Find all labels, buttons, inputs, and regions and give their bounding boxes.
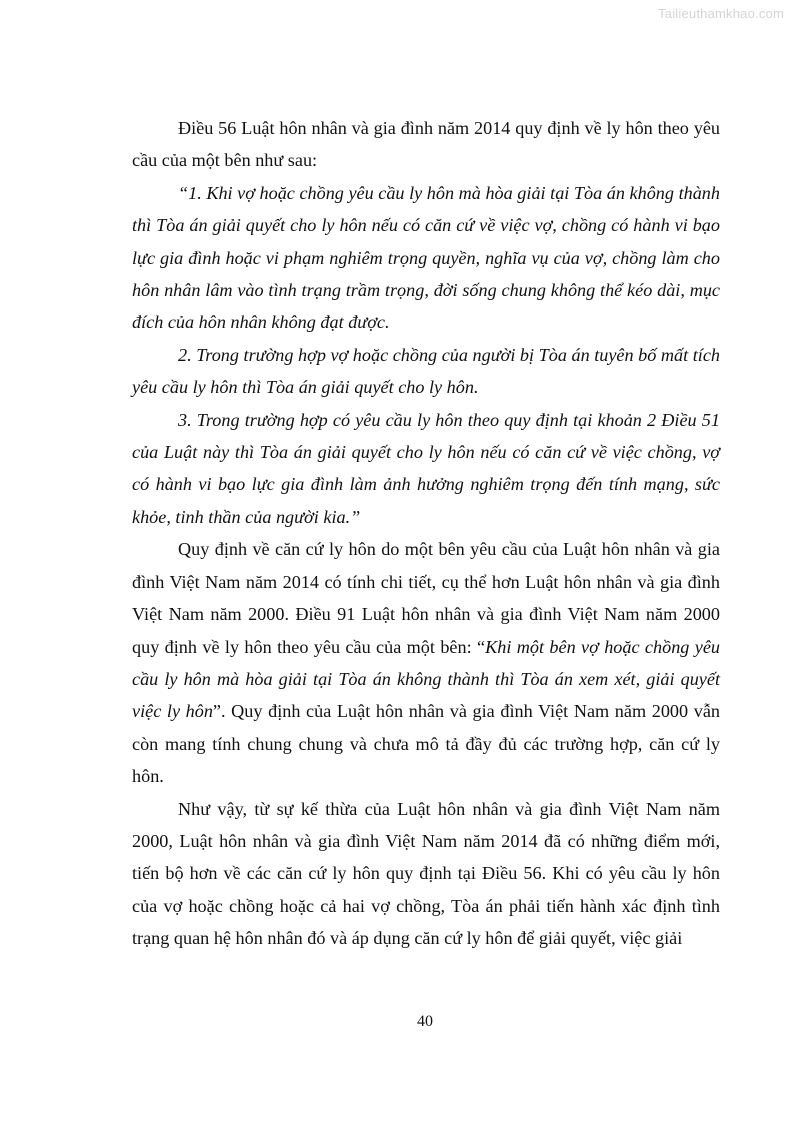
comparison-text-end: ”. Quy định của Luật hôn nhân và gia đình Việt Nam năm 2000 vẫn còn mang tính chung chung và chưa mô tả đầy đủ các trường hợp, căn cứ ly hôn. bbox=[132, 701, 720, 787]
comparison-text-start: Quy định về căn cứ ly hôn do một bên yêu cầu của Luật hôn nhân và gia đình Việt Nam năm 2014 có tính chi tiết, cụ thể hơn Luật hôn nhân và gia đình Việt Nam năm 2000. Điều 91 Luật hôn nhân và gia đình Việt Nam năm 2000 quy định về ly hôn theo yêu cầu của một bên: “ bbox=[132, 539, 720, 657]
paragraph-intro: Điều 56 Luật hôn nhân và gia đình năm 2014 quy định về ly hôn theo yêu cầu của một bên như sau: bbox=[132, 118, 720, 171]
paragraph-comparison bbox=[132, 533, 720, 792]
quote-clause-2: 2. Trong trường hợp vợ hoặc chồng của người bị Tòa án tuyên bố mất tích yêu cầu ly hôn thì Tòa án giải quyết cho ly hôn. bbox=[132, 344, 720, 398]
page-number: 40 bbox=[417, 1013, 433, 1030]
paragraph-conclusion: Như vậy, từ sự kế thừa của Luật hôn nhân và gia đình Việt Nam năm 2000, Luật hôn nhân và gia đình Việt Nam năm 2014 đã có những điểm mới, tiến bộ hơn về các căn cứ ly hôn quy định tại Điều 56. Khi có yêu cầu ly hôn của vợ hoặc chồng hoặc cả hai vợ chồng, Tòa án phải tiến hành xác định tình trạng quan hệ hôn nhân đó và áp dụng căn cứ ly hôn để giải quyết, việc giải bbox=[132, 798, 720, 949]
watermark: Tailieuthamkhao.com bbox=[658, 6, 784, 21]
quote-clause-1: “1. Khi vợ hoặc chồng yêu cầu ly hôn mà hòa giải tại Tòa án không thành thì Tòa án giải quyết cho ly hôn nếu có căn cứ về việc vợ, chồng có hành vi bạo lực gia đình hoặc vi phạm nghiêm trọng quyền, nghĩa vụ của vợ, chồng làm cho hôn nhân lâm vào tình trạng trầm trọng, đời sống chung không thể kéo dài, mục đích của hôn nhân không đạt được. bbox=[132, 182, 720, 333]
document-body bbox=[132, 112, 720, 955]
article-91-quote: Khi một bên vợ hoặc chồng yêu cầu ly hôn mà hòa giải tại Tòa án không thành thì Tòa án xem xét, giải quyết việc ly hôn bbox=[132, 636, 720, 722]
quote-clause-3: 3. Trong trường hợp có yêu cầu ly hôn theo quy định tại khoản 2 Điều 51 của Luật này thì Tòa án giải quyết cho ly hôn nếu có căn cứ về việc chồng, vợ có hành vi bạo lực gia đình làm ảnh hưởng nghiêm trọng đến tính mạng, sức khỏe, tinh thần của người kia.” bbox=[132, 409, 720, 527]
